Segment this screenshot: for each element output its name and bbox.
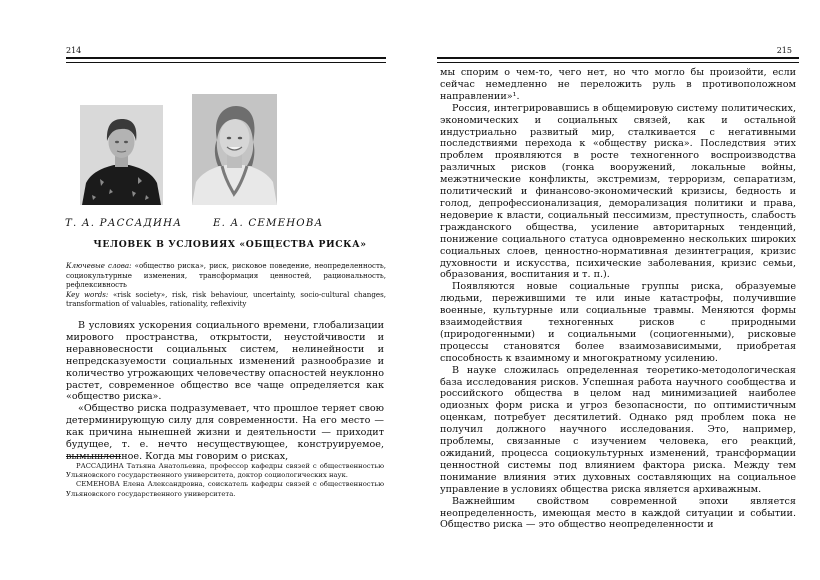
paragraph: «Общество риска подразумевает, что прошлое теряет свою детерминирующую силу для современности. На его место — как причина нынешней жизни и деятельности — приходит будущее, т. е. нечто несуществующее, конструируемое, вымышленное. Когда мы говорим о рисках, bbox=[66, 403, 384, 462]
keywords-text: «общество риска», риск, рисковое поведение, неопределенность, социокультурные изменения, трансформация ценностей, рациональность, рефлексивность bbox=[66, 261, 387, 289]
author-name-2: Е. А. СЕМЕНОВА bbox=[213, 218, 324, 229]
paragraph: Россия, интегрировавшись в общемировую систему политических, экономических и социальных связей, как и остальной индустриально развитый мир, сталкивается с негативными последствиями перехода к «обществу риска». Последствия этих проблем проявляются в росте техногенного воспроизводства различных рисков (гонка вооружений, локальные войны, межэтнические конфликты, экстремизм, терроризм, сепаратизм, политический и финансово-экономический кризисы, бедность и голод, депрофессионализация, деморализация политики и права, недоверие к власти, социальный пессимизм, преступность, слабость гражданского общества, усиление авторитарных тенденций, понижение социального статуса одновременно нескольких широких социальных слоев, ценностно-нормативная дезинтеграция, кризис духовности и искусства, психические заболевания, кризис семьи, образования, воспитания и т. п.). bbox=[440, 102, 796, 281]
header-rule-right bbox=[437, 57, 799, 59]
paragraph: мы спорим о чем-то, чего нет, но что могло бы произойти, если сейчас немедленно не переложить руль в противоположном направлении»¹. bbox=[440, 67, 796, 102]
author-photo-semenova bbox=[192, 94, 277, 205]
header-rule-left bbox=[66, 57, 386, 59]
keywords-label: Ключевые слова: bbox=[66, 261, 132, 270]
keywords-block bbox=[66, 261, 386, 309]
header-rule-right-thin bbox=[437, 62, 799, 63]
footnote-author-2: СЕМЕНОВА Елена Александровна, соискатель кафедры связей с общественностью Ульяновского государственного университета. bbox=[66, 480, 384, 498]
keywords-en bbox=[66, 290, 386, 309]
author-name-1: Т. А. РАССАДИНА bbox=[65, 218, 183, 229]
page-number-right: 215 bbox=[776, 46, 792, 55]
keywords-en-text: «risk society», risk, risk behaviour, uncertainty, socio-cultural changes, transformation of valuables, rationality, reflexivity bbox=[66, 289, 387, 308]
keywords-ru bbox=[66, 261, 386, 290]
authors-line bbox=[65, 218, 395, 229]
paragraph: Появляются новые социальные группы риска, образуемые людьми, пережившими те или иные катастрофы, получившие военные, культурные или социальные травмы. Меняются формы взаимодействия техногенных рисков с природными (природогенными) и социальными (социогенными), рисковые процессы становятся более взаимозависимыми, приобретая способность к взаимному и многократному усилению. bbox=[440, 281, 796, 364]
article-title: ЧЕЛОВЕК В УСЛОВИЯХ «ОБЩЕСТВА РИСКА» bbox=[93, 239, 367, 250]
footnote-rule bbox=[66, 456, 121, 457]
right-body bbox=[440, 67, 796, 531]
keywords-en-label: Key words: bbox=[66, 289, 109, 299]
paragraph: В условиях ускорения социального времени, глобализации мирового пространства, открытости, неустойчивости и неравновесности социальных систем, нелинейности и непредсказуемости социальных изменений разнообразие и количество угрожающих человечеству опасностей неуклонно растет, современное общество все чаще определяется как «общество риска». bbox=[66, 320, 384, 403]
page-number-left: 214 bbox=[66, 46, 82, 55]
author-photo-rassadina bbox=[80, 105, 163, 205]
footnote-author-1: РАССАДИНА Татьяна Анатольевна, профессор кафедры связей с общественностью Ульяновского государственного университета, доктор социологических наук. bbox=[66, 462, 384, 480]
footnotes bbox=[66, 462, 384, 499]
header-rule-left-thin bbox=[66, 62, 386, 63]
paragraph: Важнейшим свойством современной эпохи является неопределенность, имеющая место в каждой ситуации и событии. Общество риска — это общество неопределенности и bbox=[440, 495, 796, 531]
paragraph: В науке сложилась определенная теоретико-методологическая база исследования рисков. Успешная работа научного сообщества и российского общества в целом над минимизацией наиболее одиозных форм риска и угроз безопасности, по оптимистичным оценкам, потребует десятилетий. Однако ряд проблем пока не получил должного научного исследования. Это, например, проблемы, связанные с изучением человека, его реакций, ожиданий, процесса социокультурных изменений, трансформации ценностной системы под влиянием фактора риска. Между тем понимание влияния этих духовных составляющих на социальное управление в условиях общества риска является архиважным. bbox=[440, 364, 796, 495]
left-body bbox=[66, 320, 384, 463]
